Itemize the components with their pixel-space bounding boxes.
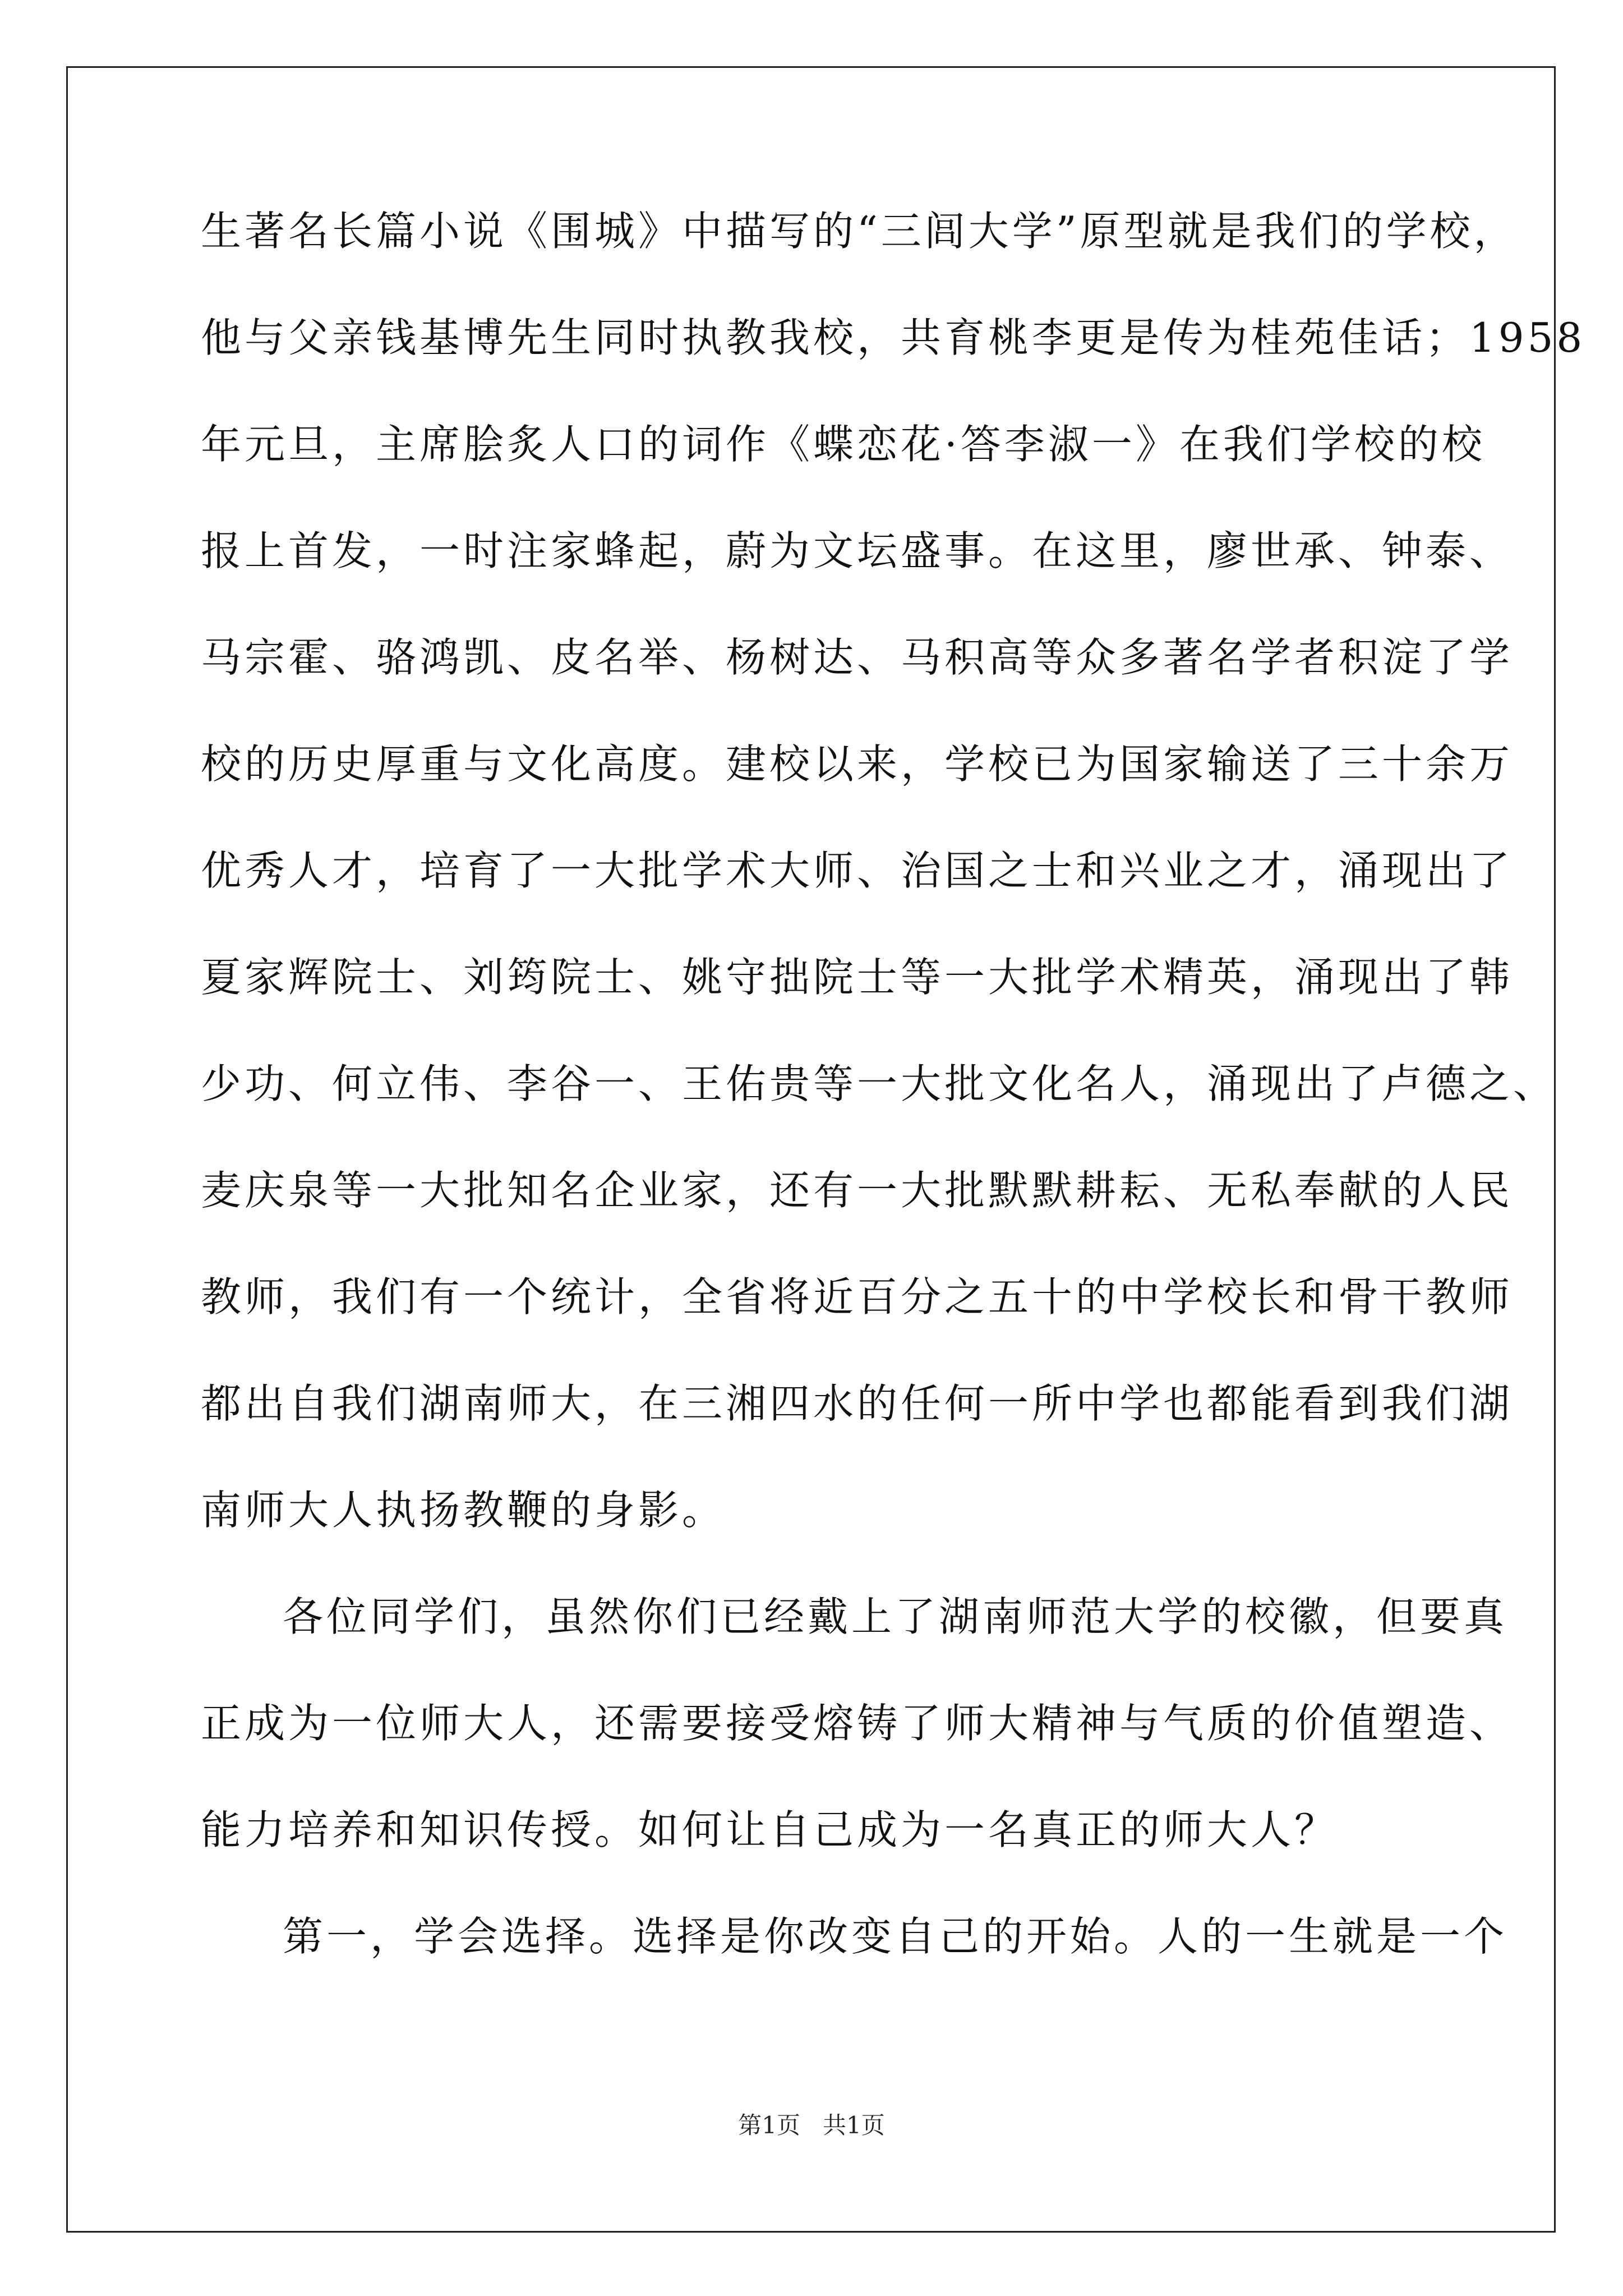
- paragraph-first-line: 第一，学会选择。选择是你改变自己的开始。人的一生就是一个: [283, 1913, 1508, 1960]
- text-line: 马宗霍、骆鸿凯、皮名举、杨树达、马积高等众多著名学者积淀了学: [201, 634, 1514, 681]
- text-line: 报上首发，一时注家蜂起，蔚为文坛盛事。在这里，廖世承、钟泰、: [201, 527, 1514, 574]
- page-footer: [0, 2111, 1623, 2139]
- text-line: 生著名长篇小说《围城》中描写的“三闾大学”原型就是我们的学校，: [201, 208, 1518, 255]
- text-line: 校的历史厚重与文化高度。建校以来，学校已为国家输送了三十余万: [201, 740, 1514, 788]
- footer-spacer: [800, 2111, 823, 2139]
- text-line: 都出自我们湖南师大，在三湘四水的任何一所中学也都能看到我们湖: [201, 1380, 1514, 1427]
- page-total: 共1页: [823, 2111, 885, 2139]
- page-number: 第1页: [738, 2111, 800, 2139]
- text-line: 年元旦，主席脍炙人口的词作《蝶恋花·答李淑一》在我们学校的校: [201, 421, 1486, 468]
- text-line: 能力培养和知识传授。如何让自己成为一名真正的师大人？: [201, 1806, 1339, 1853]
- text-line: 正成为一位师大人，还需要接受熔铸了师大精神与气质的价值塑造、: [201, 1700, 1514, 1747]
- page-border: [66, 66, 1586, 2233]
- text-line: 他与父亲钱基博先生同时执教我校，共育桃李更是传为桂苑佳话；1958: [201, 314, 1586, 361]
- text-line: 麦庆泉等一大批知名企业家，还有一大批默默耕耘、无私奉献的人民: [201, 1167, 1514, 1214]
- text-line: 夏家辉院士、刘筠院士、姚守拙院士等一大批学术精英，涌现出了韩: [201, 954, 1514, 1001]
- text-line: 优秀人才，培育了一大批学术大师、治国之士和兴业之才，涌现出了: [201, 847, 1514, 894]
- text-line: 少功、何立伟、李谷一、王佑贵等一大批文化名人，涌现出了卢德之、: [201, 1060, 1557, 1107]
- text-line: 南师大人执扬教鞭的身影。: [201, 1487, 726, 1534]
- paragraph-first-line: 各位同学们，虽然你们已经戴上了湖南师范大学的校徽，但要真: [283, 1593, 1508, 1640]
- text-line: 教师，我们有一个统计，全省将近百分之五十的中学校长和骨干教师: [201, 1273, 1514, 1320]
